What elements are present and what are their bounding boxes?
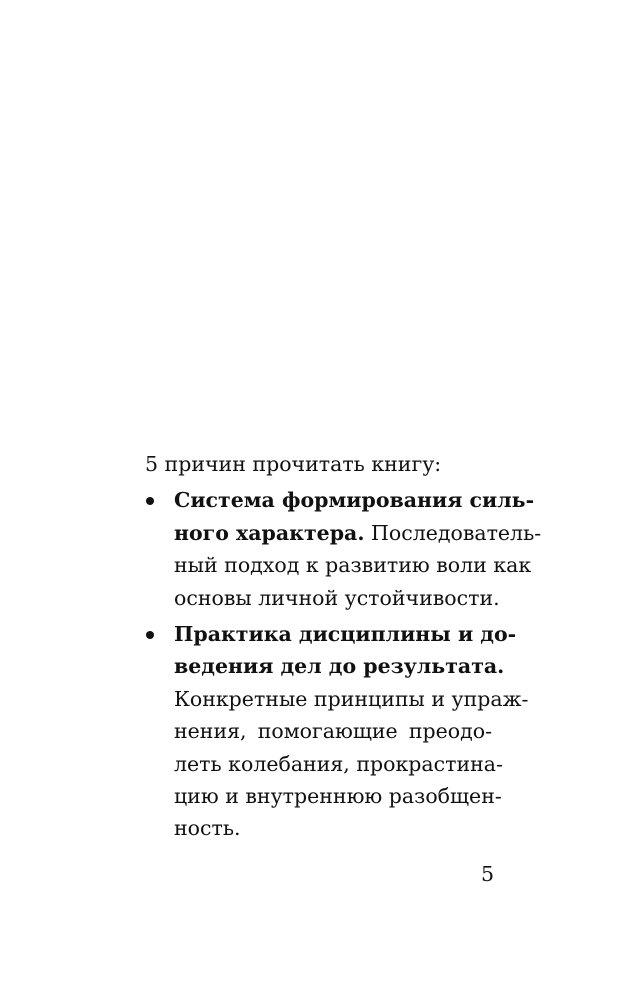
text-line <box>174 582 500 614</box>
text-line <box>174 715 492 747</box>
regular-phrase: основы личной устойчивости. <box>174 585 500 610</box>
regular-phrase: ный подход к развитию воли как <box>174 553 532 578</box>
bullet-icon <box>146 497 154 505</box>
text-line <box>174 650 505 682</box>
text-line <box>174 517 542 549</box>
regular-phrase: ность. <box>174 816 241 841</box>
intro-text: 5 причин прочитать книгу: <box>145 452 442 476</box>
bold-phrase: Практика дисциплины и до- <box>174 622 517 647</box>
regular-phrase: леть колебания, прокрастина- <box>174 751 503 776</box>
page-number: 5 <box>480 862 494 886</box>
text-line <box>174 683 529 715</box>
reasons-list <box>145 484 542 844</box>
bold-phrase: Система формирования силь- <box>174 488 535 513</box>
text-line <box>174 748 503 780</box>
regular-phrase: нения, помогающие преодо- <box>174 719 492 744</box>
text-line <box>174 549 532 581</box>
text-line <box>174 812 492 844</box>
regular-phrase: Конкретные принципы и упраж- <box>174 686 529 711</box>
text-line <box>174 618 517 650</box>
regular-phrase: цию и внутреннюю разобщен- <box>174 784 502 809</box>
text-line <box>174 484 535 516</box>
bullet-icon <box>146 631 154 639</box>
text-line <box>174 780 502 812</box>
list-item <box>145 484 542 614</box>
list-item <box>145 618 529 845</box>
bold-phrase: ного характера. <box>174 520 365 545</box>
page-content <box>145 448 542 845</box>
regular-phrase: Последователь- <box>364 520 542 545</box>
bold-phrase: ведения дел до результата. <box>174 654 505 679</box>
